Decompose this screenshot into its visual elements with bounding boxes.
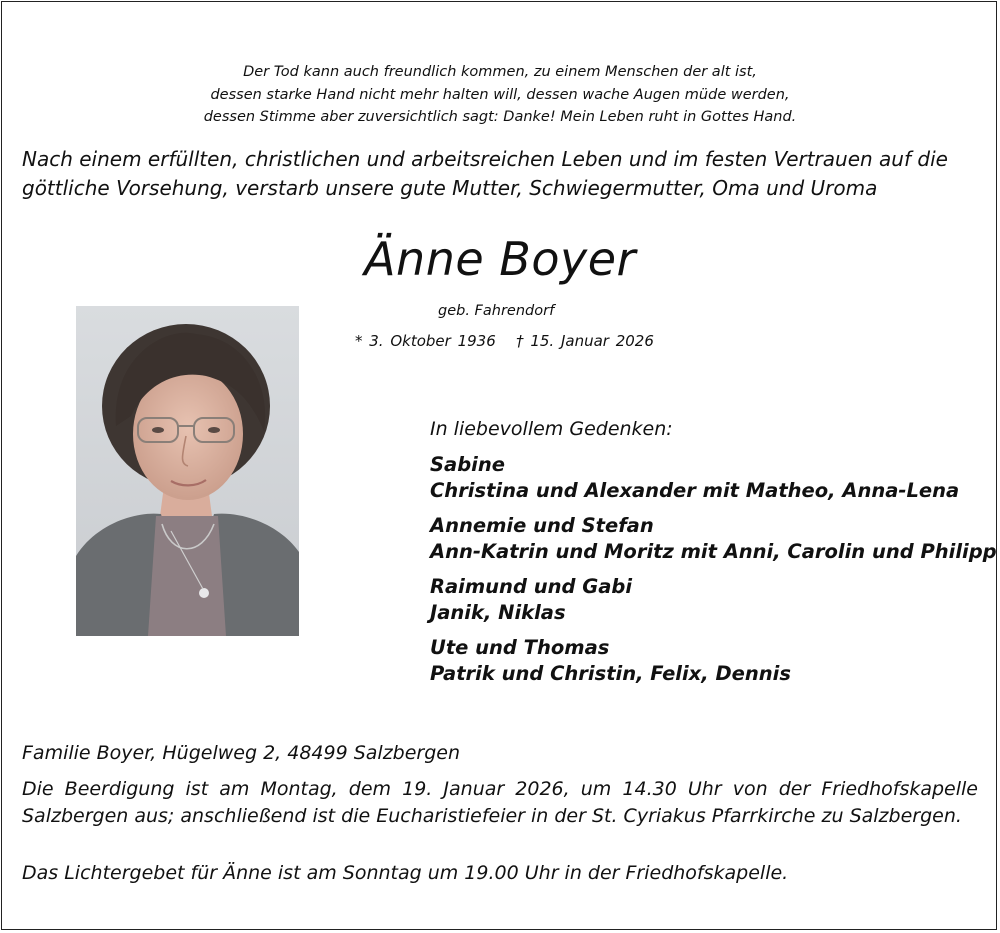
quote-line-1: Der Tod kann auch freundlich kommen, zu einem Menschen der alt ist, [243, 64, 757, 80]
family-group-1 [430, 452, 959, 504]
intro-line-1: Nach einem erfüllten, christlichen und arbeitsreichen Leben und im festen Vertrauen auf die [22, 147, 948, 171]
family-line: Ann-Katrin und Moritz mit Anni, Carolin und Philipp [430, 540, 997, 563]
maiden-name: geb. Fahrendorf [438, 303, 555, 319]
family-line: Ute und Thomas [430, 636, 610, 659]
memorial-heading: In liebevollem Gedenken: [430, 418, 673, 440]
portrait-photo [76, 306, 299, 636]
deceased-name: Änne Boyer [364, 232, 636, 286]
quote-line-2: dessen starke Hand nicht mehr halten will, dessen wache Augen müde werden, [210, 87, 790, 103]
intro-line-2: göttliche Vorsehung, verstarb unsere gute Mutter, Schwiegermutter, Oma und Uroma [22, 176, 878, 200]
family-line: Christina und Alexander mit Matheo, Anna-Lena [430, 479, 960, 502]
quote-line-3: dessen Stimme aber zuversichtlich sagt: Danke! Mein Leben ruht in Gottes Hand. [203, 109, 797, 125]
funeral-details: Die Beerdigung ist am Montag, dem 19. Januar 2026, um 14.30 Uhr von der Friedhofskapelle Salzbergen aus; anschließend ist die Eucharistiefeier in der St. Cyriakus Pfarrkirche zu Salzbergen. [22, 778, 978, 827]
family-line: Janik, Niklas [430, 601, 566, 624]
family-address: Familie Boyer, Hügelweg 2, 48499 Salzbergen [22, 742, 461, 764]
family-group-2 [430, 513, 997, 565]
prayer-notice: Das Lichtergebet für Änne ist am Sonntag um 19.00 Uhr in der Friedhofskapelle. [22, 862, 789, 884]
family-line: Annemie und Stefan [430, 514, 654, 537]
family-line: Patrik und Christin, Felix, Dennis [430, 662, 791, 685]
family-group-4 [430, 635, 791, 687]
family-line: Raimund und Gabi [430, 575, 633, 598]
family-group-3 [430, 574, 632, 626]
family-line: Sabine [430, 453, 505, 476]
life-dates: * 3. Oktober 1936 † 15. Januar 2026 [355, 332, 654, 350]
